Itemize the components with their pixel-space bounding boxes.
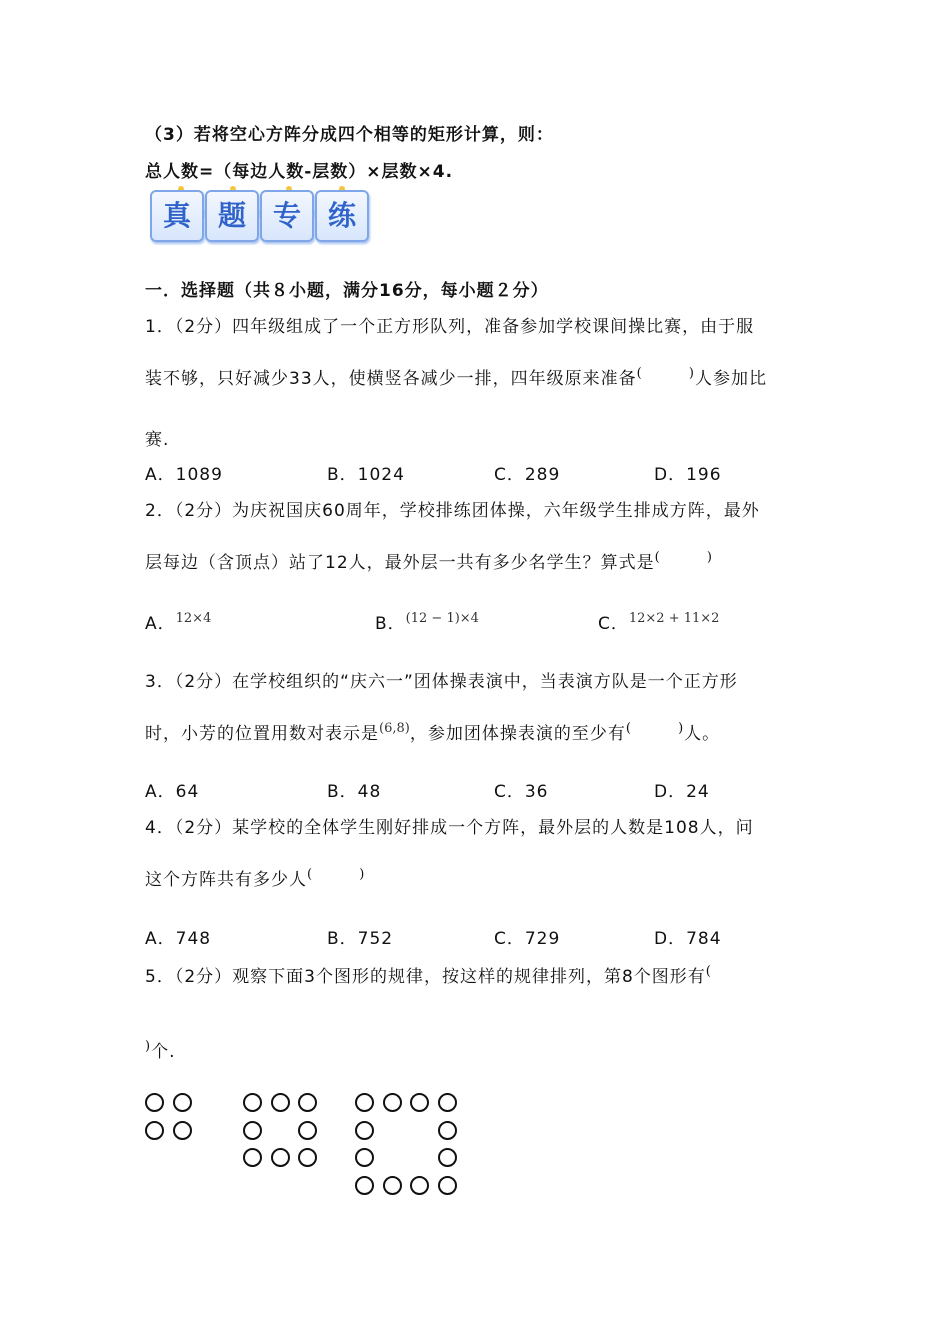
- option-label: C．: [598, 614, 629, 634]
- circle-mark: [243, 1093, 262, 1112]
- q4-option-b: B．752: [327, 929, 394, 949]
- circle-mark: [355, 1176, 374, 1195]
- q2-line-2: [145, 548, 713, 573]
- option-expr: 12×4: [175, 611, 212, 626]
- q2-option-a: [145, 609, 211, 634]
- option-expr: (12 − 1)×4: [405, 611, 479, 626]
- answer-blank: ( ): [307, 867, 366, 882]
- circle-mark: [298, 1148, 317, 1167]
- circle-mark: [271, 1093, 290, 1112]
- answer-blank-open: (: [705, 964, 712, 979]
- q1-line-1: 1．（2分）四年级组成了一个正方形队列，准备参加学校课间操比赛，由于服: [145, 317, 755, 337]
- q5-line-1-text: 5．（2分）观察下面3个图形的规律，按这样的规律排列，第8个图形有: [145, 967, 706, 987]
- q5-line-2-text: 个.: [151, 1042, 176, 1062]
- answer-blank-close: ): [145, 1039, 152, 1054]
- badge-char: 专: [260, 190, 314, 242]
- q3-option-a: A．64: [145, 782, 200, 802]
- circle-mark: [438, 1148, 457, 1167]
- circle-mark: [298, 1093, 317, 1112]
- q3-option-b: B．48: [327, 782, 382, 802]
- answer-blank: ( ): [636, 366, 695, 381]
- q1-line-2b: 人参加比: [694, 369, 767, 389]
- q3-line-2b: ，参加团体操表演的至少有: [409, 724, 626, 744]
- q1-line-2: [145, 364, 767, 389]
- q3-line-2c: 人。: [684, 724, 721, 744]
- circle-mark: [383, 1093, 402, 1112]
- circle-mark: [355, 1093, 374, 1112]
- q1-option-c: C．289: [494, 465, 561, 485]
- circle-mark: [145, 1093, 164, 1112]
- circle-mark: [410, 1176, 429, 1195]
- circle-mark: [243, 1148, 262, 1167]
- circle-mark: [173, 1093, 192, 1112]
- answer-blank: ( ): [654, 550, 713, 565]
- q1-option-b: B．1024: [327, 465, 405, 485]
- q1-option-a: A．1089: [145, 465, 223, 485]
- circle-mark: [383, 1176, 402, 1195]
- section-title: 一．选择题（共８小题，满分16分，每小题２分）: [145, 281, 549, 301]
- answer-blank: ( ): [625, 721, 685, 736]
- circle-mark: [173, 1121, 192, 1140]
- q4-option-d: D．784: [654, 929, 722, 949]
- q4-option-c: C．729: [494, 929, 561, 949]
- circle-mark: [438, 1121, 457, 1140]
- badge-char: 真: [150, 190, 204, 242]
- q2-option-c: [598, 609, 719, 634]
- circle-mark: [438, 1093, 457, 1112]
- q5-line-2: [145, 1037, 175, 1062]
- circle-mark: [271, 1148, 290, 1167]
- q3-line-1: 3．（2分）在学校组织的“庆六一”团体操表演中，当表演方队是一个正方形: [145, 672, 738, 692]
- intro-line-2: 总人数=（每边人数-层数）×层数×4.: [145, 162, 454, 182]
- q1-option-d: D．196: [654, 465, 722, 485]
- q3-coordinate: (6,8): [379, 721, 410, 736]
- q1-line-3: 赛.: [145, 430, 170, 450]
- q2-option-b: [375, 609, 479, 634]
- circle-mark: [355, 1121, 374, 1140]
- option-label: B．: [375, 614, 406, 634]
- badge-char: 题: [205, 190, 259, 242]
- q2-line-1: 2．（2分）为庆祝国庆60周年，学校排练团体操，六年级学生排成方阵，最外: [145, 501, 760, 521]
- circle-mark: [355, 1148, 374, 1167]
- q5-line-1: [145, 962, 712, 987]
- q4-line-1: 4．（2分）某学校的全体学生刚好排成一个方阵，最外层的人数是108人，问: [145, 818, 754, 838]
- q4-option-a: A．748: [145, 929, 212, 949]
- circle-mark: [410, 1093, 429, 1112]
- circle-mark: [438, 1176, 457, 1195]
- option-label: A．: [145, 614, 176, 634]
- circle-mark: [243, 1121, 262, 1140]
- q3-line-2a: 时，小芳的位置用数对表示是: [145, 724, 379, 744]
- q4-line-2: [145, 865, 365, 890]
- badge-char: 练: [315, 190, 369, 242]
- circle-mark: [298, 1121, 317, 1140]
- q3-line-2: [145, 719, 720, 744]
- q1-line-2a: 装不够，只好减少33人，使横竖各减少一排，四年级原来准备: [145, 369, 637, 389]
- q4-line-2-text: 这个方阵共有多少人: [145, 870, 307, 890]
- circle-mark: [145, 1121, 164, 1140]
- q3-option-d: D．24: [654, 782, 710, 802]
- intro-line-1: （3）若将空心方阵分成四个相等的矩形计算，则：: [145, 125, 554, 145]
- option-expr: 12×2 + 11×2: [628, 611, 720, 626]
- q3-option-c: C．36: [494, 782, 549, 802]
- q2-line-2-text: 层每边（含顶点）站了12人，最外层一共有多少名学生？算式是: [145, 553, 655, 573]
